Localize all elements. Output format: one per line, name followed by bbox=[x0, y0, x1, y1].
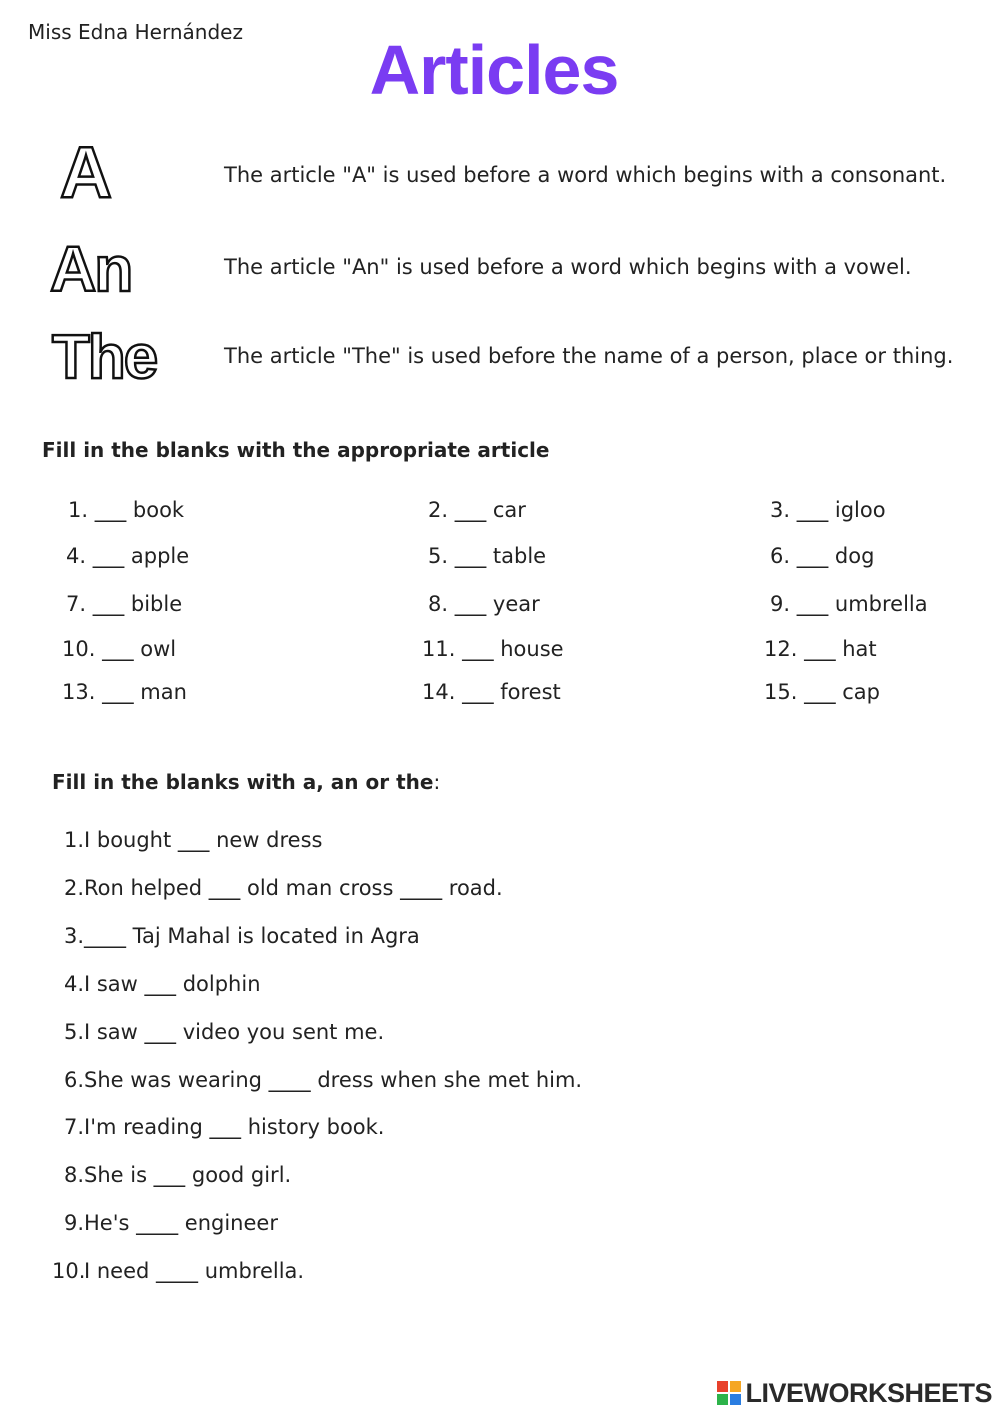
exercise-item[interactable]: 3. ___ igloo bbox=[770, 498, 886, 522]
section2-instruction-text: Fill in the blanks with a, an or the bbox=[52, 770, 434, 794]
page-title: Articles bbox=[369, 31, 619, 109]
sentence-text: Ron helped ___ old man cross ____ road. bbox=[84, 876, 503, 900]
exercise-item[interactable]: 15. ___ cap bbox=[764, 680, 880, 704]
sentence-text: He's ____ engineer bbox=[84, 1211, 278, 1235]
sentence-row[interactable] bbox=[52, 876, 503, 900]
sentence-row[interactable] bbox=[52, 1211, 278, 1235]
exercise-item[interactable]: 12. ___ hat bbox=[764, 637, 877, 661]
sentence-row[interactable] bbox=[52, 1163, 291, 1187]
sentence-text: I bought ___ new dress bbox=[84, 828, 323, 852]
section2-colon: : bbox=[433, 770, 441, 794]
exercise-item[interactable]: 10. ___ owl bbox=[62, 637, 177, 661]
letter-the-outline: The bbox=[52, 323, 157, 392]
author-name: Miss Edna Hernández bbox=[28, 20, 243, 44]
sentence-text: She is ___ good girl. bbox=[84, 1163, 292, 1187]
rule-the-text: The article "The" is used before the name of a person, place or thing. bbox=[224, 344, 954, 368]
sentence-text: She was wearing ____ dress when she met him. bbox=[84, 1068, 583, 1092]
sentence-number: 4. bbox=[63, 972, 84, 996]
sentence-number: 7. bbox=[63, 1115, 84, 1139]
liveworksheets-footer[interactable] bbox=[717, 1378, 992, 1408]
sentence-row[interactable] bbox=[52, 972, 261, 996]
letter-a-outline: A bbox=[60, 133, 110, 213]
sentence-text: I need ____ umbrella. bbox=[84, 1259, 305, 1283]
exercise-item[interactable]: 8. ___ year bbox=[428, 592, 540, 616]
sentence-number: 2. bbox=[63, 876, 84, 900]
sentence-number: 1. bbox=[63, 828, 84, 852]
rule-a-text: The article "A" is used before a word which begins with a consonant. bbox=[224, 163, 947, 187]
sentence-row[interactable] bbox=[52, 1259, 304, 1283]
sentence-text: ____ Taj Mahal is located in Agra bbox=[84, 924, 420, 948]
exercise-item[interactable]: 5. ___ table bbox=[428, 544, 547, 568]
sentence-number: 5. bbox=[63, 1020, 84, 1044]
sentence-row[interactable] bbox=[52, 924, 420, 948]
exercise-item[interactable]: 7. ___ bible bbox=[66, 592, 183, 616]
rule-an-text: The article "An" is used before a word which begins with a vowel. bbox=[224, 255, 912, 279]
exercise-item[interactable]: 11. ___ house bbox=[422, 637, 564, 661]
exercise-item[interactable]: 13. ___ man bbox=[62, 680, 187, 704]
sentence-text: I'm reading ___ history book. bbox=[84, 1115, 385, 1139]
exercise-item[interactable]: 14. ___ forest bbox=[422, 680, 561, 704]
exercise-item[interactable]: 1. ___ book bbox=[68, 498, 185, 522]
sentence-number: 3. bbox=[63, 924, 84, 948]
sentence-row[interactable] bbox=[52, 828, 322, 852]
sentence-text: I saw ___ video you sent me. bbox=[84, 1020, 385, 1044]
section1-instruction: Fill in the blanks with the appropriate article bbox=[42, 438, 550, 462]
sentence-number: 6. bbox=[63, 1068, 84, 1092]
sentence-row[interactable] bbox=[52, 1020, 384, 1044]
exercise-item[interactable]: 6. ___ dog bbox=[770, 544, 875, 568]
sentence-number: 8. bbox=[63, 1163, 84, 1187]
liveworksheets-logo-icon bbox=[717, 1381, 741, 1405]
section2-instruction bbox=[52, 770, 440, 794]
liveworksheets-brand: LIVEWORKSHEETS bbox=[745, 1377, 992, 1408]
letter-an-outline: An bbox=[50, 233, 132, 305]
sentence-number: 10. bbox=[52, 1259, 86, 1283]
sentence-text: I saw ___ dolphin bbox=[84, 972, 261, 996]
exercise-item[interactable]: 4. ___ apple bbox=[66, 544, 190, 568]
exercise-item[interactable]: 2. ___ car bbox=[428, 498, 526, 522]
sentence-row[interactable] bbox=[52, 1068, 582, 1092]
sentence-number: 9. bbox=[63, 1211, 84, 1235]
exercise-item[interactable]: 9. ___ umbrella bbox=[770, 592, 928, 616]
sentence-row[interactable] bbox=[52, 1115, 384, 1139]
